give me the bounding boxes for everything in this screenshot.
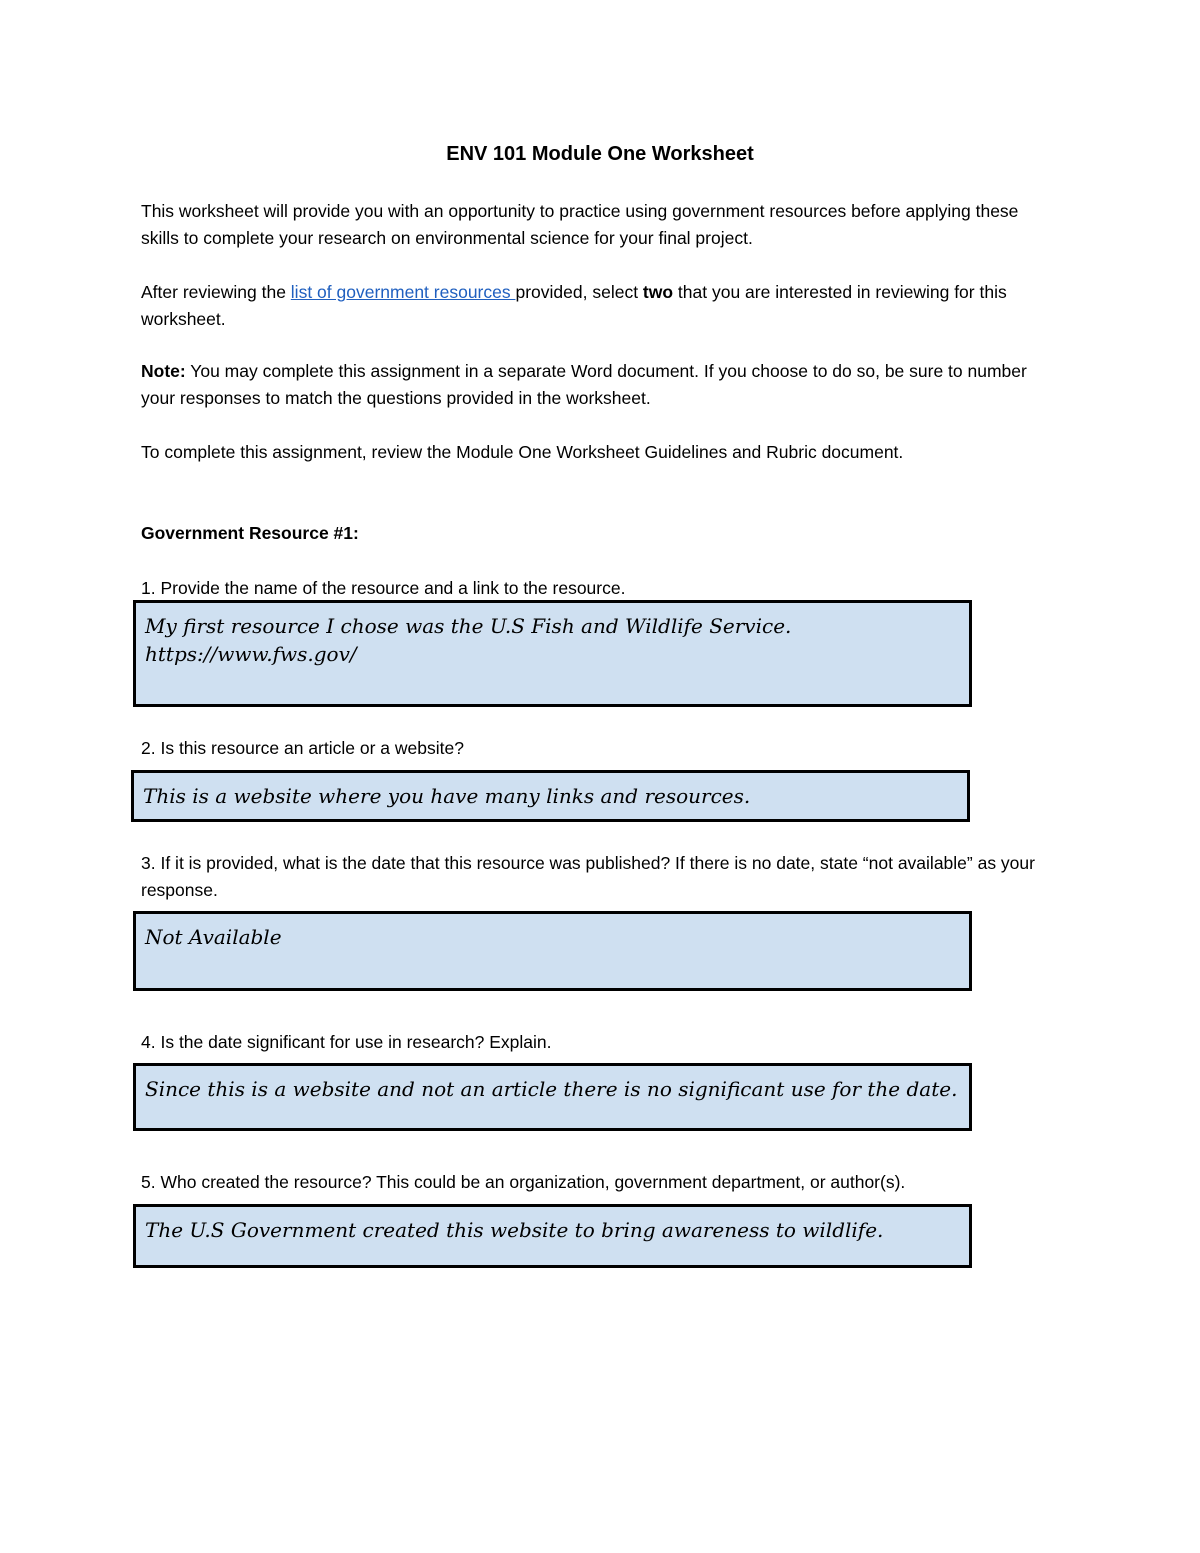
answer-box-3[interactable]	[133, 911, 972, 991]
answer-text-2: This is a website where you have many links and resources.	[143, 784, 751, 808]
answer-box-2[interactable]	[131, 770, 970, 822]
question-number: 3.	[141, 853, 156, 873]
answer-text-5: The U.S Government created this website to bring awareness to wildlife.	[145, 1218, 884, 1242]
question-number: 2.	[141, 738, 156, 758]
review-text-before: After reviewing the	[141, 282, 291, 302]
answer-text-4: Since this is a website and not an article there is no significant use for the date.	[145, 1077, 958, 1101]
note-paragraph	[141, 358, 1061, 412]
answer-box-1[interactable]	[133, 600, 972, 707]
question-text: Provide the name of the resource and a link to the resource.	[155, 578, 626, 598]
complete-paragraph: To complete this assignment, review the Module One Worksheet Guidelines and Rubric document.	[141, 442, 904, 462]
page-title: ENV 101 Module One Worksheet	[446, 143, 754, 165]
question-number: 5.	[141, 1172, 156, 1192]
question-1	[141, 575, 1041, 602]
question-text: Is the date significant for use in research? Explain.	[155, 1032, 552, 1052]
question-2	[141, 735, 1041, 762]
review-text-end: that you are interested in reviewing for this worksheet.	[141, 282, 1007, 329]
question-number: 4.	[141, 1032, 156, 1052]
answer-box-4[interactable]	[133, 1063, 972, 1131]
question-3	[141, 850, 1041, 904]
question-4	[141, 1029, 1041, 1056]
section-heading: Government Resource #1:	[141, 523, 359, 543]
note-text: You may complete this assignment in a separate Word document. If you choose to do so, be sure to number your responses to match the questions provided in the worksheet.	[141, 361, 1027, 408]
answer-box-5[interactable]	[133, 1204, 972, 1268]
review-bold-word: two	[642, 282, 674, 302]
note-label: Note:	[141, 361, 186, 381]
review-text-after: provided, select	[515, 282, 643, 302]
question-text: Is this resource an article or a website?	[155, 738, 464, 758]
question-number: 1.	[141, 578, 156, 598]
question-text: If it is provided, what is the date that this resource was published? If there is no date, state “not available” as your response.	[141, 853, 1035, 900]
review-paragraph	[141, 279, 1061, 333]
intro-paragraph: This worksheet will provide you with an opportunity to practice using government resources before applying these skills to complete your research on environmental science for your final project.	[141, 201, 1019, 248]
question-5	[141, 1169, 1041, 1196]
answer-text-3: Not Available	[145, 925, 282, 949]
question-text: Who created the resource? This could be an organization, government department, or author(s).	[155, 1172, 906, 1192]
government-resources-link[interactable]: list of government resources	[290, 282, 516, 302]
answer-text-1: My first resource I chose was the U.S Fish and Wildlife Service. https://www.fws.gov/	[145, 614, 792, 666]
